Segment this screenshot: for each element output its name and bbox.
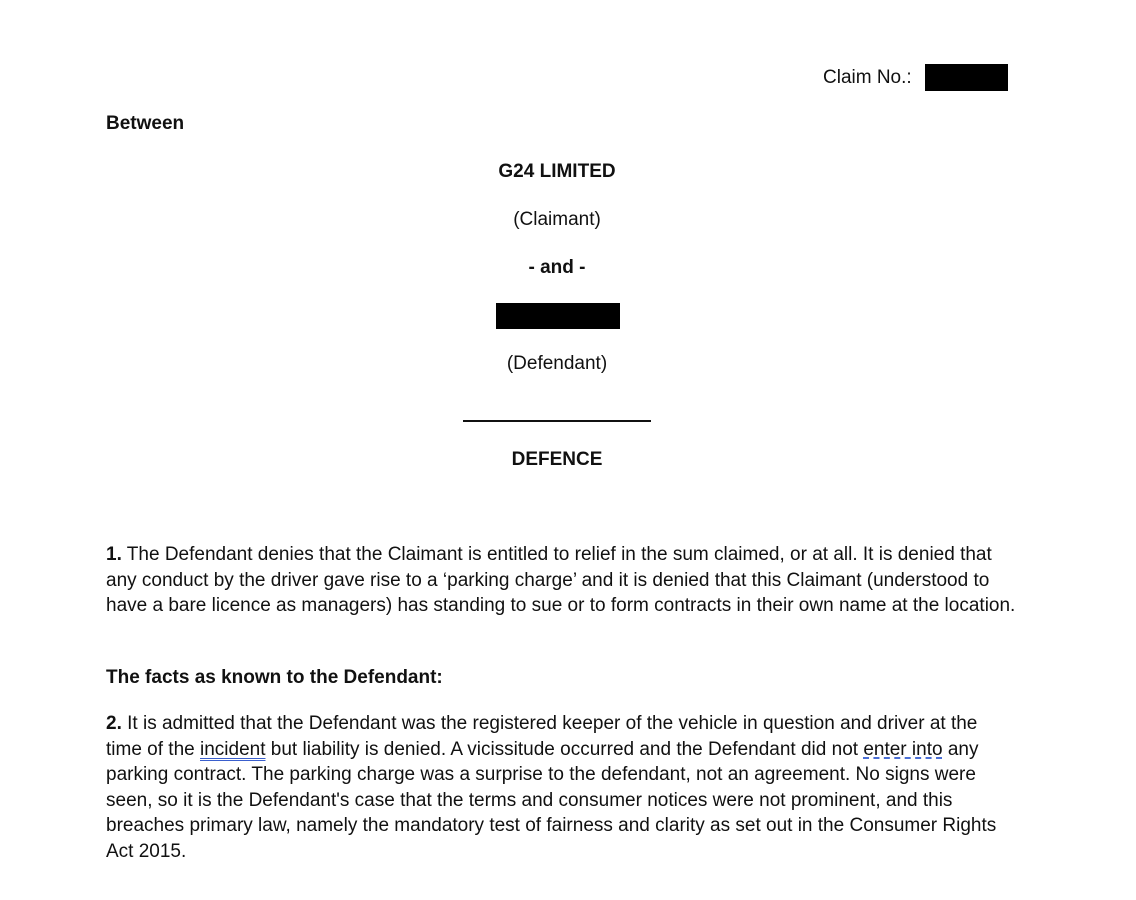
facts-heading: The facts as known to the Defendant: — [106, 667, 443, 688]
paragraph-2-number: 2. — [106, 713, 122, 734]
title-divider — [463, 420, 651, 422]
paragraph-2-text-a: It is admitted that the Defendant was the registered keeper of the vehicle in question and driver at the time of the — [106, 713, 978, 760]
claim-number-label: Claim No.: — [823, 67, 912, 88]
paragraph-1 — [106, 542, 1016, 619]
and-separator: - and - — [528, 257, 586, 278]
defendant-name-redaction — [496, 303, 620, 329]
defendant-role: (Defendant) — [506, 353, 608, 374]
claim-number-redaction — [925, 64, 1008, 91]
paragraph-1-text: The Defendant denies that the Claimant is entitled to relief in the sum claimed, or at all. It is denied that any conduct by the driver gave rise to a ‘parking charge’ and it is denied that this Claimant (understood to have a bare licence as managers) has standing to sue or to form contracts in their own name at the location. — [106, 544, 1016, 616]
claimant-name: G24 LIMITED — [498, 161, 616, 182]
paragraph-1-number: 1. — [106, 544, 122, 565]
claimant-role: (Claimant) — [513, 209, 601, 230]
between-label: Between — [106, 113, 185, 134]
grammar-flagged-phrase[interactable]: enter into — [863, 738, 943, 760]
document-title: DEFENCE — [511, 449, 603, 470]
paragraph-2 — [106, 711, 1016, 864]
grammar-flagged-word[interactable]: incident — [200, 738, 266, 760]
paragraph-2-text-b: but liability is denied. A vicissitude occurred and the Defendant did not — [265, 738, 864, 760]
paragraph-2-text-c: any parking contract. The parking charge was a surprise to the defendant, not an agreement. No signs were seen, so it is the Defendant's case that the terms and consumer notices were not prominent, and this breaches primary law, namely the mandatory test of fairness and clarity as set out in the Consumer Rights Act 2015. — [106, 738, 997, 862]
